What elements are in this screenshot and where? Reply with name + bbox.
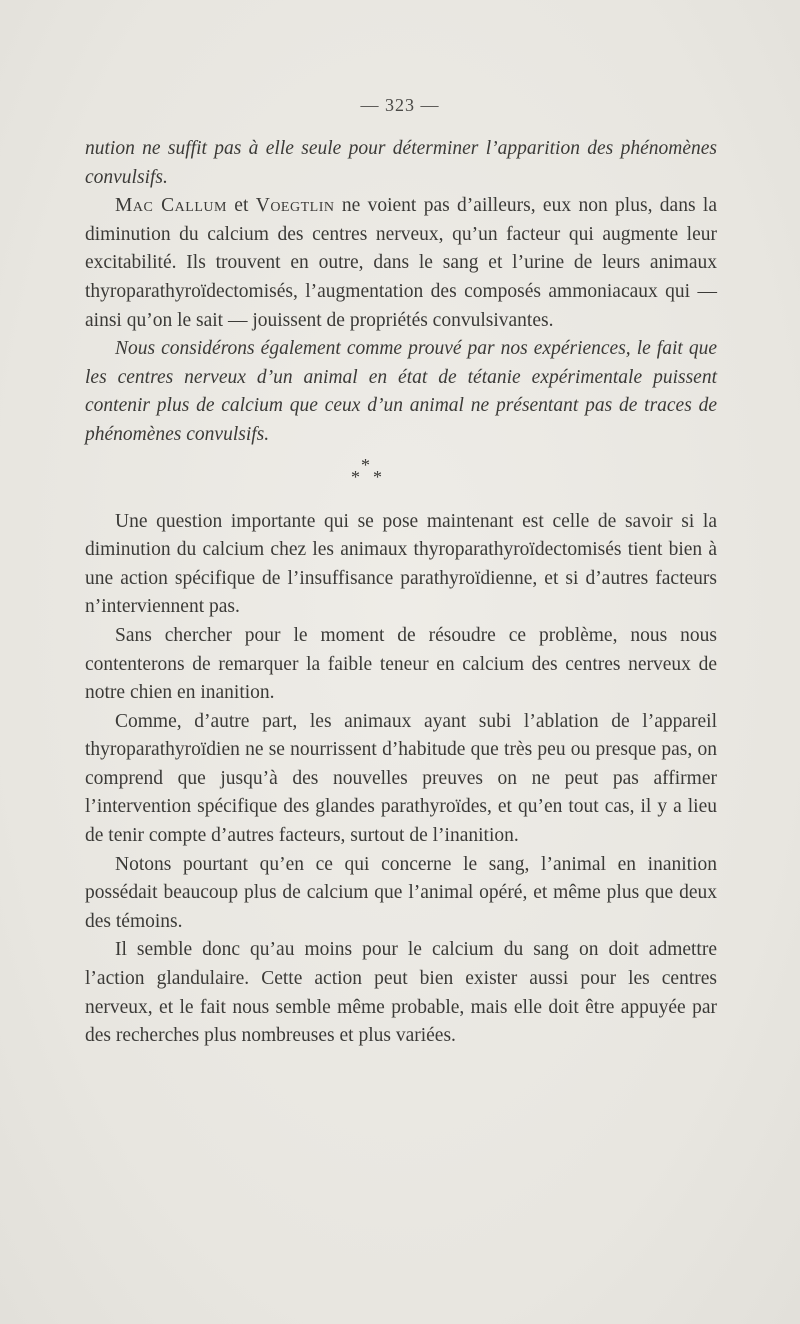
paragraph-continuation: nution ne suffit pas à elle seule pour déterminer l’apparition des phénomènes convulsifs. (85, 138, 717, 188)
author-name: Voegtlin (255, 195, 335, 217)
page-number: — 323 — (360, 95, 440, 115)
author-name: Mac Callum (115, 195, 227, 217)
paragraph-text: ne voient pas d’ailleurs, eux non plus, dans la diminution du calcium des centres nerveux, qu’un facteur qui augmente leur excitabilité. Ils trouvent en outre, dans le sang et l’urine de leurs animaux thyroparathyroïdectomisés, l’augmentation des composés ammoniacaux qui — ainsi qu’on le sait — jouissent de propriétés convulsivantes. (85, 195, 717, 331)
asterisk: * (361, 454, 370, 475)
body-text (85, 135, 717, 1051)
paragraph-conclusion: Nous considérons également comme prouvé par nos expériences, le fait que les centres nerveux d’un animal en état de tétanie expérimentale puissent contenir plus de calcium que ceux d’un animal ne présentant pas de traces de phénomènes convulsifs. (85, 338, 717, 445)
paragraph-inanition: Sans chercher pour le moment de résoudre ce problème, nous nous contenterons de remarquer la faible teneur en calcium des centres nerveux de notre chien en inanition. (85, 624, 717, 704)
paragraph-blood: Notons pourtant qu’en ce qui concerne le sang, l’animal en inanition possédait beaucoup plus de calcium que l’animal opéré, et même plus que deux des témoins. (85, 853, 717, 932)
paragraph-final: Il semble donc qu’au moins pour le calcium du sang on doit admettre l’action glandulaire. Cette action peut bien exister aussi pour les centres nerveux, et le fait nous semble même probable, mais elle doit être appuyée par des recherches plus nombreuses et plus variées. (85, 939, 717, 1047)
asterisk: * (351, 466, 360, 487)
section-separator (85, 456, 717, 498)
paragraph-ablation: Comme, d’autre part, les animaux ayant subi l’ablation de l’appareil thyroparathyroïdien ne se nourrissent d’habitude que très peu ou presque pas, on comprend que jusqu’à des nouvelles preuves on ne peut pas affirmer l’intervention spécifique des glandes parathyroïdes, et qu’en tout cas, il y a lieu de tenir compte d’autres facteurs, surtout de l’inanition. (85, 710, 717, 847)
asterisk: * (373, 466, 382, 487)
paragraph-mac-callum (85, 192, 717, 335)
conjunction: et (226, 195, 256, 217)
paragraph-question: Une question importante qui se pose maintenant est celle de savoir si la diminution du calcium chez les animaux thyroparathyroïdectomisés tient bien à une action spécifique de l’insuffisance parathyroïdienne, et si d’autres facteurs n’interviennent pas. (85, 510, 717, 618)
